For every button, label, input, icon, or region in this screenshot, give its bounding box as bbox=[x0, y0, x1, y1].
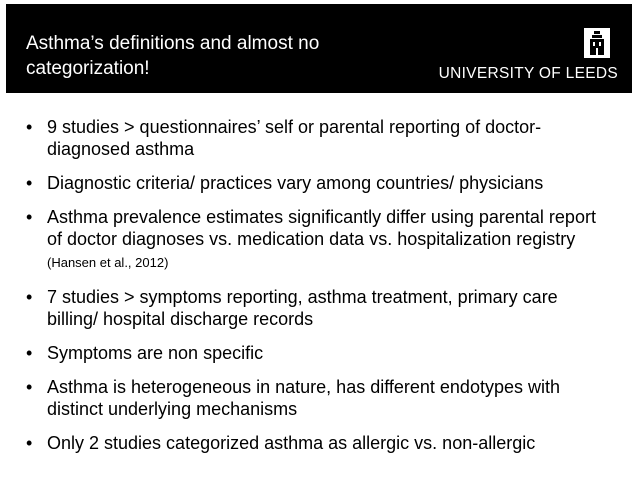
bullet-marker: • bbox=[26, 433, 33, 453]
bullet-item bbox=[26, 432, 612, 454]
slide-title: Asthma’s definitions and almost no categorization! bbox=[26, 33, 320, 79]
bullet-marker: • bbox=[26, 173, 33, 193]
bullet-text: Only 2 studies categorized asthma as allergic vs. non-allergic bbox=[47, 433, 536, 453]
citation: (Hansen et al., 2012) bbox=[47, 255, 169, 270]
bullet-text: Asthma is heterogeneous in nature, has different endotypes with distinct underlying mechanisms bbox=[47, 377, 560, 419]
building-tower-icon bbox=[584, 28, 610, 58]
bullet-text: Diagnostic criteria/ practices vary among countries/ physicians bbox=[47, 173, 544, 193]
bullet-text: 9 studies > questionnaires’ self or parental reporting of doctor-diagnosed asthma bbox=[47, 117, 542, 159]
bullet-text: Asthma prevalence estimates significantly differ using parental report of doctor diagnoses vs. medication data vs. hospitalization registry bbox=[47, 207, 596, 249]
bullet-marker: • bbox=[26, 117, 33, 137]
university-logo bbox=[438, 28, 618, 84]
bullet-marker: • bbox=[26, 377, 33, 397]
title-banner bbox=[6, 4, 632, 93]
university-name: UNIVERSITY OF LEEDS bbox=[438, 65, 618, 82]
bullet-item bbox=[26, 116, 612, 160]
bullet-item bbox=[26, 342, 612, 364]
bullet-item bbox=[26, 172, 612, 194]
bullet-item bbox=[26, 286, 612, 330]
bullet-list bbox=[26, 116, 612, 466]
bullet-text: 7 studies > symptoms reporting, asthma treatment, primary care billing/ hospital discharge records bbox=[47, 287, 558, 329]
bullet-item bbox=[26, 376, 612, 420]
bullet-marker: • bbox=[26, 287, 33, 307]
bullet-item bbox=[26, 206, 612, 274]
bullet-marker: • bbox=[26, 343, 33, 363]
bullet-text: Symptoms are non specific bbox=[47, 343, 264, 363]
bullet-marker: • bbox=[26, 207, 33, 227]
